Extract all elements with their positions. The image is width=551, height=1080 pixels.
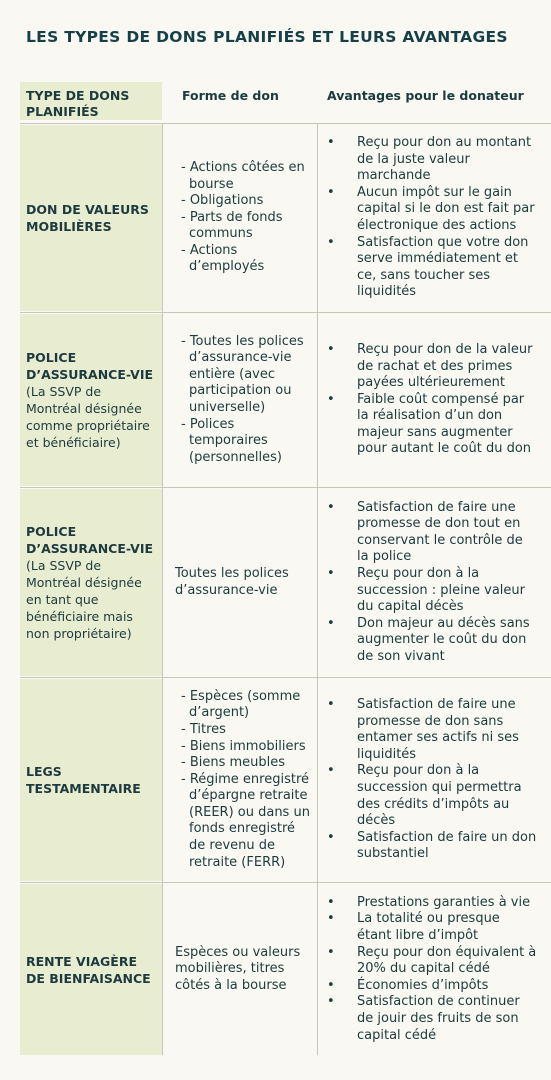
- advantage-item: • Aucun impôt sur le gain capital si le don est fait par électronique des actions: [327, 185, 537, 235]
- form-list: [175, 334, 315, 467]
- form-cell: [175, 884, 315, 1055]
- form-item: - Toutes les polices d’assurance-vie entière (avec participation ou universelle): [175, 334, 315, 417]
- gift-type-note: (La SSVP de Montréal désignée comme propriétaire et bénéficiaire): [26, 384, 150, 450]
- advantages-list: [327, 342, 537, 458]
- form-item: - Biens immobiliers: [175, 739, 315, 756]
- advantage-item: • Satisfaction de faire une promesse de don sans entamer ses actifs ni ses liquidités: [327, 697, 537, 763]
- type-cell: [26, 125, 154, 311]
- row-divider: [20, 677, 551, 678]
- advantages-cell: [327, 314, 537, 486]
- advantages-list: [327, 500, 537, 666]
- form-item: - Régime enregistré d’épargne retraite (REER) ou dans un fonds enregistré de revenu de retraite (FERR): [175, 772, 315, 872]
- header-type-label: TYPE DE DONS PLANIFIÉS: [26, 88, 130, 119]
- gift-type-name: LEGS TESTAMENTAIRE: [26, 764, 141, 796]
- form-item: - Obligations: [175, 193, 315, 210]
- advantage-item: • Reçu pour don à la succession : pleine valeur du capital décès: [327, 566, 537, 616]
- column-divider: [317, 123, 318, 1055]
- advantage-item: • Reçu pour don au montant de la juste valeur marchande: [327, 135, 537, 185]
- form-cell: [175, 314, 315, 486]
- advantage-item: • Faible coût compensé par la réalisation d’un don majeur sans augmenter pour autant le coût du don: [327, 392, 537, 458]
- gift-type-note: (La SSVP de Montréal désignée en tant que bénéficiaire mais non propriétaire): [26, 558, 142, 641]
- advantages-cell: [327, 125, 537, 311]
- header-form-label: Forme de don: [182, 88, 279, 103]
- advantage-item: • Satisfaction de faire une promesse de don tout en conservant le contrôle de la police: [327, 500, 537, 566]
- advantages-cell: [327, 884, 537, 1055]
- form-list: [175, 160, 315, 276]
- header-advantages-label: Avantages pour le donateur: [327, 88, 524, 103]
- form-item: - Actions d’employés: [175, 243, 315, 276]
- form-item: - Titres: [175, 722, 315, 739]
- form-item: - Parts de fonds communs: [175, 210, 315, 243]
- form-cell: [175, 489, 315, 676]
- advantage-item: • La totalité ou presque étant libre d’impôt: [327, 911, 537, 944]
- header-cell-type: [20, 82, 162, 120]
- row-divider: [20, 123, 551, 124]
- advantage-item: • Économies d’impôts: [327, 978, 537, 995]
- gift-type-name: DON DE VALEURS MOBILIÈRES: [26, 202, 149, 234]
- row-divider: [20, 882, 551, 883]
- form-item: - Actions côtées en bourse: [175, 160, 315, 193]
- form-text: Toutes les polices d’assurance-vie: [175, 565, 289, 598]
- gift-type-name: POLICE D’ASSURANCE-VIE: [26, 350, 154, 382]
- form-item: - Espèces (somme d’argent): [175, 689, 315, 722]
- gift-type-name: POLICE D’ASSURANCE-VIE: [26, 524, 154, 556]
- advantage-item: • Satisfaction de faire un don substantiel: [327, 830, 537, 863]
- form-item: - Biens meubles: [175, 755, 315, 772]
- column-divider: [162, 123, 163, 1055]
- advantage-item: • Reçu pour don équivalent à 20% du capital cédé: [327, 945, 537, 978]
- form-cell: [175, 125, 315, 311]
- advantage-item: • Reçu pour don de la valeur de rachat et des primes payées ultérieurement: [327, 342, 537, 392]
- type-cell: [26, 884, 154, 1055]
- form-item: - Polices temporaires (personnelles): [175, 417, 315, 467]
- type-cell: [26, 489, 154, 676]
- page-title: LES TYPES DE DONS PLANIFIÉS ET LEURS AVANTAGES: [26, 28, 508, 46]
- advantages-list: [327, 895, 537, 1044]
- advantages-cell: [327, 489, 537, 676]
- form-list: [175, 689, 315, 872]
- advantages-list: [327, 697, 537, 863]
- gift-type-name: RENTE VIAGÈRE DE BIENFAISANCE: [26, 953, 151, 986]
- row-divider: [20, 487, 551, 488]
- row-divider: [20, 312, 551, 313]
- advantage-item: • Satisfaction de continuer de jouir des fruits de son capital cédé: [327, 994, 537, 1044]
- form-cell: [175, 679, 315, 881]
- advantage-item: • Satisfaction que votre don serve immédiatement et ce, sans toucher ses liquidités: [327, 235, 537, 301]
- advantage-item: • Reçu pour don à la succession qui permettra des crédits d’impôts au décès: [327, 763, 537, 829]
- advantage-item: • Prestations garanties à vie: [327, 895, 537, 912]
- advantage-item: • Don majeur au décès sans augmenter le coût du don de son vivant: [327, 616, 537, 666]
- form-text: Espèces ou valeurs mobilières, titres côtés à la bourse: [175, 944, 301, 993]
- advantages-list: [327, 135, 537, 301]
- type-cell: [26, 314, 154, 486]
- advantages-cell: [327, 679, 537, 881]
- type-cell: [26, 679, 154, 881]
- table-header-row: [20, 82, 551, 120]
